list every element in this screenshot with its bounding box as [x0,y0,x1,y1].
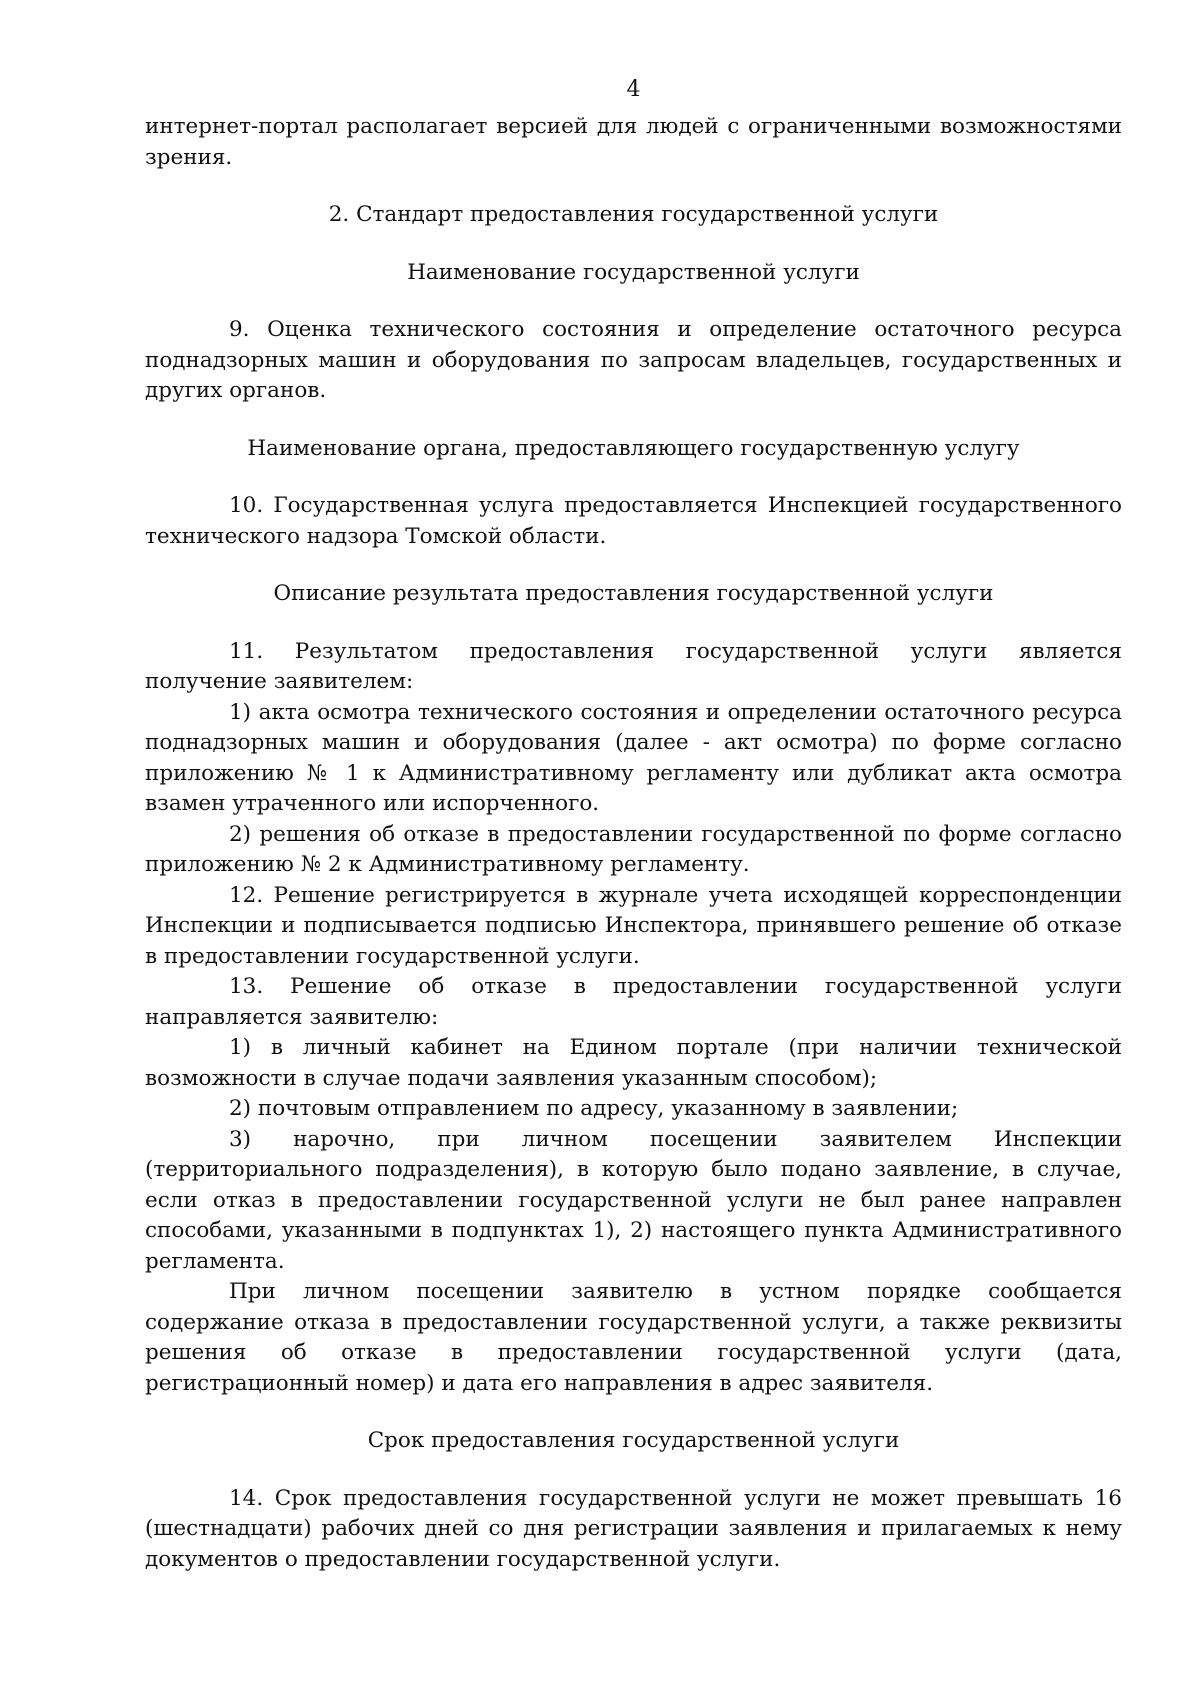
paragraph-11-item-2: 2) решения об отказе в предоставлении государственной по форме согласно приложению № 2 к Административному регламенту. [145,821,1122,877]
paragraph-9: 9. Оценка технического состояния и определение остаточного ресурса поднадзорных машин и оборудования по запросам владельцев, государственных и других органов. [145,317,1122,403]
subheading-organ: Наименование органа, предоставляющего государственную услугу [247,435,1020,461]
paragraph-11: 11. Результатом предоставления государственной услуги является получение заявителем: [145,638,1122,694]
paragraph-10: 10. Государственная услуга предоставляется Инспекцией государственного технического надзора Томской области. [145,493,1122,549]
paragraph-13-item-2: 2) почтовым отправлением по адресу, указанному в заявлении; [229,1096,959,1121]
paragraph-intro: интернет-портал располагает версией для людей с ограниченными возможностями зрения. [145,114,1122,170]
subheading-result: Описание результата предоставления государственной услуги [273,581,994,606]
page-number: 4 [626,77,641,102]
subheading-term: Срок предоставления государственной услуги [367,1428,900,1453]
paragraph-13-item-3: 3) нарочно, при личном посещении заявителем Инспекции (территориального подразделения), в которую было подано заявление, в случае, если отказ в предоставлении государственной услуги не был ранее направлен способами, указанными в подпунктах 1), 2) настоящего пункта Административного регламента. [145,1126,1122,1274]
paragraph-11-item-1: 1) акта осмотра технического состояния и определении остаточного ресурса поднадзорных машин и оборудования (далее - акт осмотра) по форме согласно приложению № 1 к Административному регламенту или дубликат акта осмотра взамен утраченного или испорченного. [145,699,1122,816]
document-page [145,70,1122,1575]
section-heading-standard: 2. Стандарт предоставления государственной услуги [328,202,939,227]
paragraph-14: 14. Срок предоставления государственной услуги не может превышать 16 (шестнадцати) рабочих дней со дня регистрации заявления и прилагаемых к нему документов о предоставлении государственной услуги. [145,1485,1122,1572]
paragraph-13-note: При личном посещении заявителю в устном порядке сообщается содержание отказа в предоставлении государственной услуги, а также реквизиты решения об отказе в предоставлении государственной услуги (дата, регистрационный номер) и дата его направления в адрес заявителя. [145,1279,1122,1396]
paragraph-12: 12. Решение регистрируется в журнале учета исходящей корреспонденции Инспекции и подписывается подписью Инспектора, принявшего решение об отказе в предоставлении государственной услуги. [145,882,1122,969]
paragraph-13: 13. Решение об отказе в предоставлении государственной услуги направляется заявителю: [145,974,1122,1030]
paragraph-13-item-1: 1) в личный кабинет на Едином портале (при наличии технической возможности в случае подачи заявления указанным способом); [145,1035,1122,1091]
subheading-service-name: Наименование государственной услуги [407,259,860,285]
